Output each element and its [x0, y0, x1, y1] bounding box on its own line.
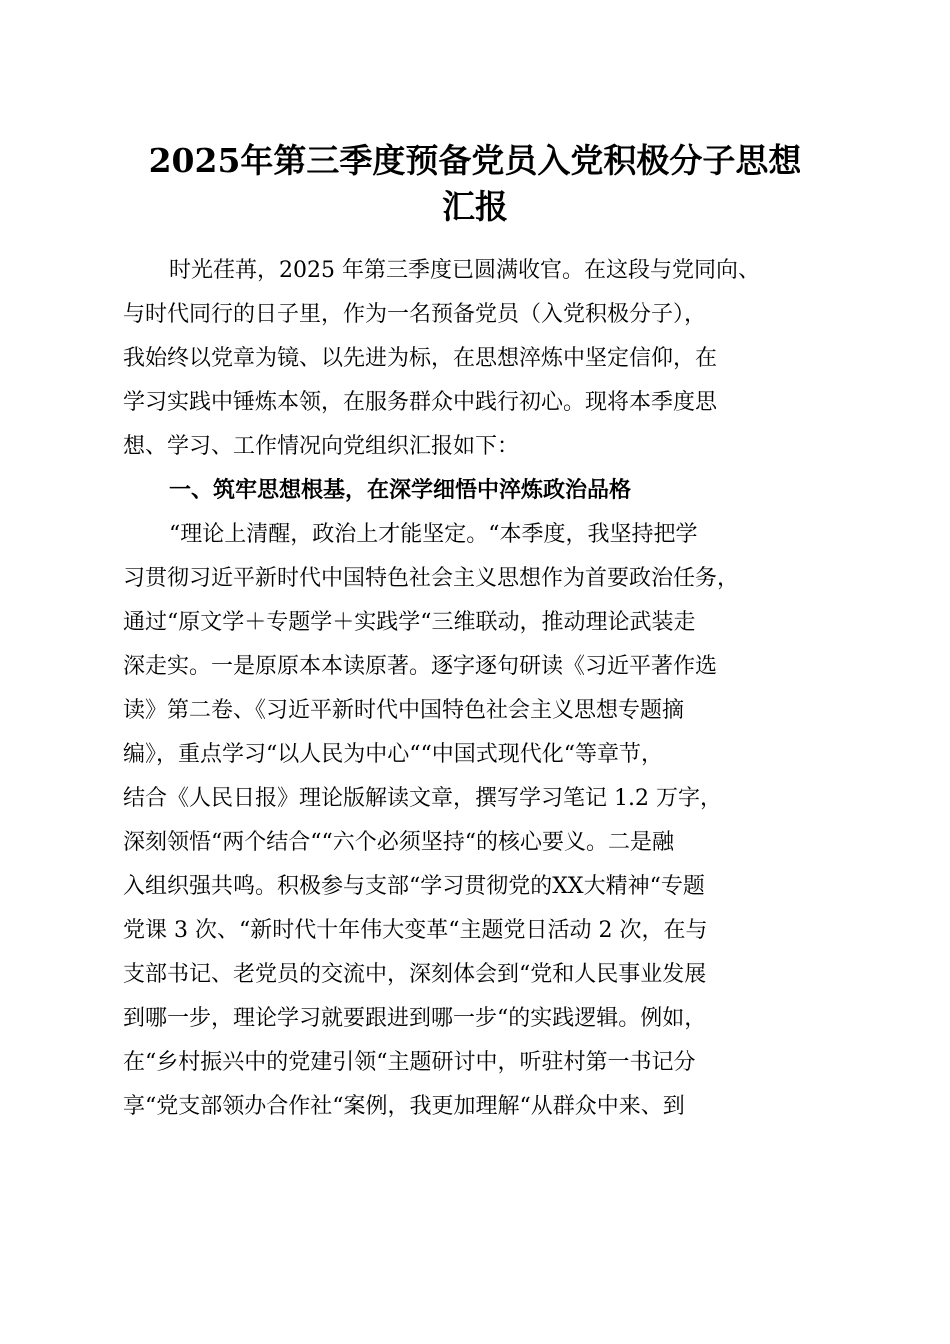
paragraph-line: 深走实。一是原原本本读原著。逐字逐句研读《习近平著作选 [123, 654, 718, 679]
paragraph-line: 享“党支部领办合作社“案例，我更加理解“从群众中来、到 [123, 1094, 685, 1119]
paragraph-line: 我始终以党章为镜、以先进为标，在思想淬炼中坚定信仰，在 [123, 346, 718, 371]
paragraph-line: 通过“原文学＋专题学＋实践学“三维联动，推动理论武装走 [123, 610, 696, 635]
intro-paragraph [123, 249, 833, 469]
title-line-1: 2025年第三季度预备党员入党积极分子思想 [148, 141, 802, 180]
paragraph-line: 党课 3 次、“新时代十年伟大变革“主题党日活动 2 次，在与 [123, 918, 708, 943]
paragraph-line: 入组织强共鸣。积极参与支部“学习贯彻党的XX大精神“专题 [123, 874, 705, 899]
section-heading: 一、筑牢思想根基，在深学细悟中淬炼政治品格 [169, 478, 632, 503]
paragraph-line: 结合《人民日报》理论版解读文章，撰写学习笔记 1.2 万字， [123, 786, 722, 811]
document-body [123, 249, 833, 1129]
paragraph-line: 深刻领悟“两个结合““六个必须坚持“的核心要义。二是融 [123, 830, 674, 855]
paragraph-line: 时光荏苒，2025 年第三季度已圆满收官。在这段与党同向、 [169, 258, 760, 283]
paragraph-line: 读》第二卷、《习近平新时代中国特色社会主义思想专题摘 [123, 698, 685, 723]
paragraph-line: 与时代同行的日子里，作为一名预备党员（入党积极分子）， [123, 302, 707, 327]
section-paragraph [123, 513, 833, 1129]
paragraph-line: 支部书记、老党员的交流中，深刻体会到“党和人民事业发展 [123, 962, 707, 987]
paragraph-line: 在“乡村振兴中的党建引领“主题研讨中，听驻村第一书记分 [123, 1050, 696, 1075]
document-title [120, 138, 830, 230]
paragraph-line: “理论上清醒，政治上才能坚定。“本季度，我坚持把学 [169, 522, 698, 547]
paragraph-line: 编》，重点学习“以人民为中心““中国式现代化“等章节， [123, 742, 663, 767]
paragraph-line: 到哪一步，理论学习就要跟进到哪一步“的实践逻辑。例如， [123, 1006, 707, 1031]
paragraph-line: 学习实践中锤炼本领，在服务群众中践行初心。现将本季度思 [123, 390, 718, 415]
title-line-2: 汇报 [442, 187, 508, 226]
paragraph-line: 习贯彻习近平新时代中国特色社会主义思想作为首要政治任务， [123, 566, 740, 591]
paragraph-line: 想、学习、工作情况向党组织汇报如下： [123, 434, 520, 459]
